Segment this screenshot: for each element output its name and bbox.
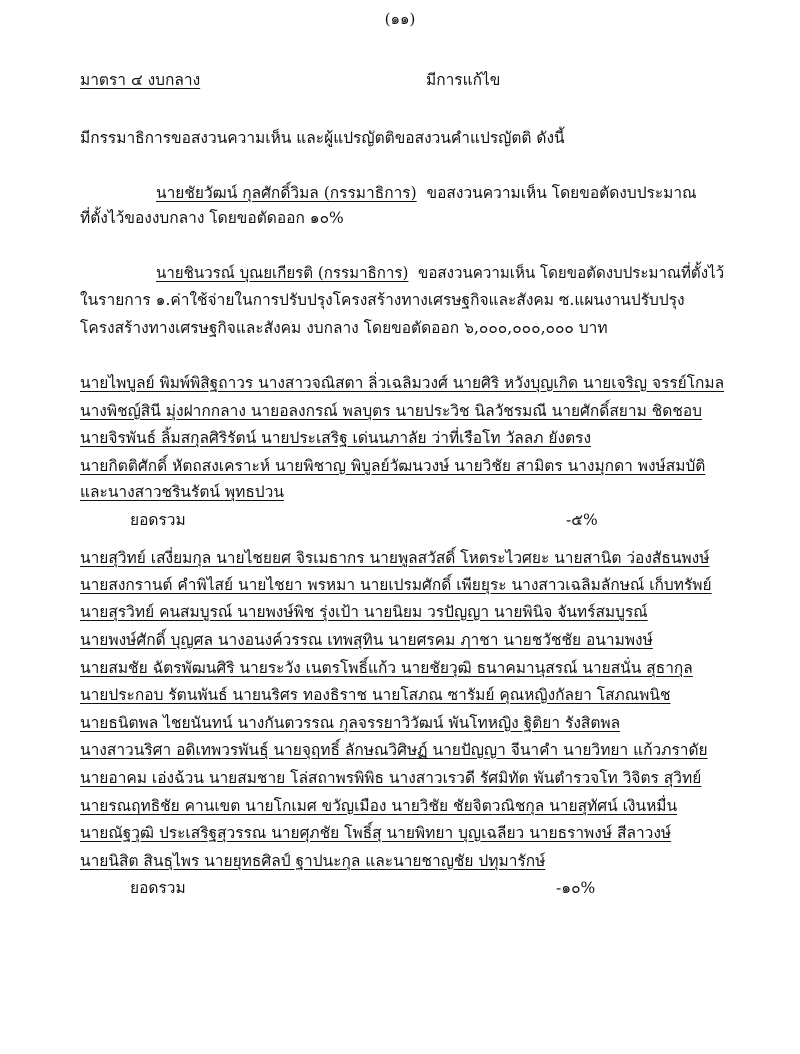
section-status: มีการแก้ไข bbox=[426, 71, 501, 89]
group-1-total-label: ยอดรวม bbox=[130, 511, 186, 529]
group-2-line-2: นายสงกรานต์ คำพิไสย์ นายไชยา พรหมา นายเปรมศักดิ์ เพียยุระ นางสาวเฉลิมลักษณ์ เก็บทรัพย์ bbox=[80, 576, 712, 594]
group-2-line-10: นายรณฤทธิชัย คานเขต นายโกเมศ ขวัญเมือง นายวิชัย ชัยจิตวณิชกุล นายสุทัศน์ เงินหมื่น bbox=[80, 797, 678, 815]
reservation-1-line-1 bbox=[156, 183, 697, 203]
reservation-1-line-2: ที่ตั้งไว้ของงบกลาง โดยขอตัดออก ๑๐% bbox=[80, 209, 344, 227]
intro-text: มีกรรมาธิการขอสงวนความเห็น และผู้แปรญัตติขอสงวนคำแปรญัตติ ดังนี้ bbox=[80, 129, 565, 147]
group-2-total-label: ยอดรวม bbox=[130, 879, 186, 897]
page-number: (๑๑) bbox=[384, 10, 416, 28]
group-1-line-4: นายกิตติศักดิ์ หัตถสงเคราะห์ นายพิชาญ พิบูลย์วัฒนวงษ์ นายวิชัย สามิตร นางมุกดา พงษ์สมบัติ bbox=[80, 457, 706, 475]
group-2-line-1: นายสุวิทย์ เสงี่ยมกุล นายไชยยศ จิรเมธากร นายพูลสวัสดิ์ โหตระไวศยะ นายสานิต ว่องสัธนพงษ์ bbox=[80, 549, 710, 567]
group-2-total-value: -๑๐% bbox=[556, 879, 596, 897]
group-2-line-4: นายพงษ์ศักดิ์ บุญศล นางอนงค์วรรณ เทพสุทิน นายศรคม ฦาชา นายชวัชชัย อนามพงษ์ bbox=[80, 631, 653, 649]
group-2-line-6: นายประกอบ รัตนพันธ์ นายนริศร ทองธิราช นายโสภณ ซารัมย์ คุณหญิงกัลยา โสภณพนิช bbox=[80, 686, 671, 704]
reservation-1-text: ขอสงวนความเห็น โดยขอตัดงบประมาณ bbox=[426, 184, 697, 202]
reservation-2-line-1 bbox=[156, 263, 724, 283]
group-2-line-8: นางสาวนริศา อดิเทพวรพันธุ์ นายจุฤทธิ์ ลักษณวิศิษฏ์ นายปัญญา จีนาคำ นายวิทยา แก้วภราดัย bbox=[80, 741, 708, 759]
group-1-line-2: นางพิชญ์สินี มุ่งฝากกลาง นายอลงกรณ์ พลบุตร นายประวิช นิลวัชรมณี นายศักดิ์สยาม ชิดชอบ bbox=[80, 402, 702, 420]
group-2-line-7: นายธนิตพล ไชยนันทน์ นางกันตวรรณ กุลจรรยาวิวัฒน์ พันโทหญิง ฐิติยา รังสิตพล bbox=[80, 714, 621, 732]
group-2-line-12: นายนิสิต สินธุไพร นายยุทธศิลป์ ฐาปนะกุล และนายชาญชัย ปทุมารักษ์ bbox=[80, 852, 546, 870]
group-1-line-5: และนางสาวชรินรัตน์ พุทธปวน bbox=[80, 483, 284, 501]
group-2-line-5: นายสมชัย ฉัตรพัฒนศิริ นายระวัง เนตรโพธิ์แก้ว นายชัยวุฒิ ธนาคมานุสรณ์ นายสนั่น สุธากุล bbox=[80, 659, 693, 677]
reservation-2-name: นายชินวรณ์ บุณยเกียรติ (กรรมาธิการ) bbox=[156, 264, 409, 282]
section-title: มาตรา ๔ งบกลาง bbox=[80, 71, 201, 89]
reservation-1-name: นายชัยวัฒน์ กุลศักดิ์วิมล (กรรมาธิการ) bbox=[156, 184, 417, 202]
reservation-2-text: ขอสงวนความเห็น โดยขอตัดงบประมาณที่ตั้งไว้ bbox=[418, 264, 725, 282]
reservation-2-line-3: โครงสร้างทางเศรษฐกิจและสังคม งบกลาง โดยขอตัดออก ๖,๐๐๐,๐๐๐,๐๐๐ บาท bbox=[80, 319, 608, 337]
group-2-line-9: นายอาคม เอ่งฉ้วน นายสมชาย โล่สถาพรพิพิธ นางสาวเรวดี รัศมิทัต พันตำรวจโท วิจิตร สุวิทย์ bbox=[80, 769, 702, 787]
group-2-line-11: นายณัฐวุฒิ ประเสริฐสุวรรณ นายศุภชัย โพธิ์สุ นายพิทยา บุญเฉลียว นายธราพงษ์ สีลาวงษ์ bbox=[80, 824, 672, 842]
group-2-line-3: นายสุรวิทย์ คนสมบูรณ์ นายพงษ์พิช รุ่งเป้า นายนิยม วรปัญญา นายพินิจ จันทร์สมบูรณ์ bbox=[80, 603, 648, 621]
group-1-total-value: -๕% bbox=[566, 511, 598, 529]
reservation-2-line-2: ในรายการ ๑.ค่าใช้จ่ายในการปรับปรุงโครงสร้างทางเศรษฐกิจและสังคม ซ.แผนงานปรับปรุง bbox=[80, 291, 685, 309]
group-1-line-3: นายจิรพันธ์ ลิ้มสกุลศิริรัตน์ นายประเสริฐ เด่นนภาลัย ว่าที่เรือโท วัลลภ ยังตรง bbox=[80, 429, 592, 447]
group-1-line-1: นายไพบูลย์ พิมพ์พิสิฐถาวร นางสาวจณิสตา ลิ่วเฉลิมวงศ์ นายศิริ หวังบุญเกิด นายเจริญ จรรย์โกมล bbox=[80, 374, 725, 392]
